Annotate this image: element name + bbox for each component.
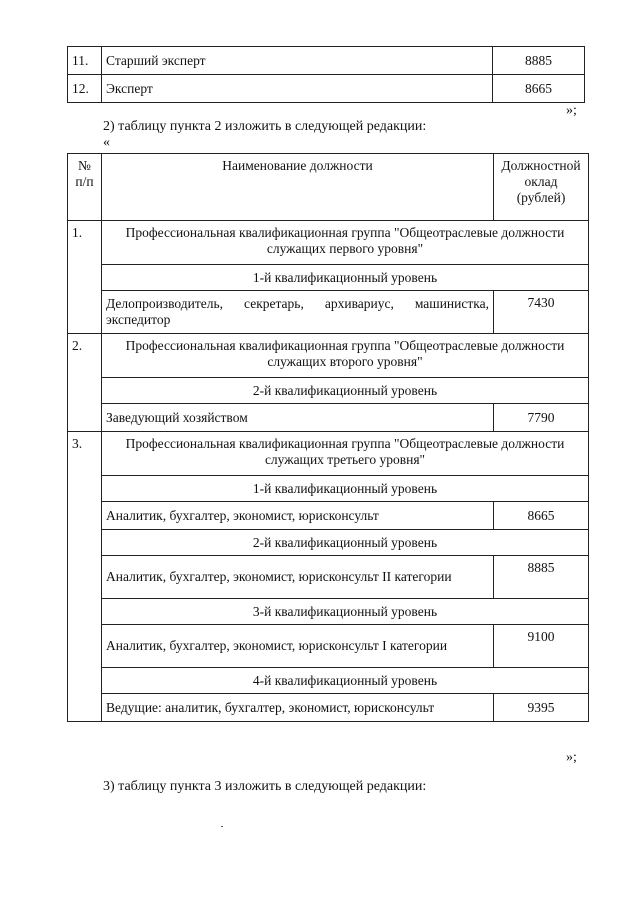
level-row xyxy=(68,668,589,694)
salary-value: 9100 xyxy=(494,625,589,668)
table-row xyxy=(68,404,589,432)
qualification-level: 4-й квалификационный уровень xyxy=(102,668,589,694)
qualification-level: 1-й квалификационный уровень xyxy=(102,265,589,291)
qualification-level: 1-й квалификационный уровень xyxy=(102,476,589,502)
level-row xyxy=(68,378,589,404)
header-name: Наименование должности xyxy=(102,154,494,221)
salary-value: 8665 xyxy=(494,502,589,530)
paragraph-2: 2) таблицу пункта 2 изложить в следующей редакции: xyxy=(103,119,427,134)
salary-value: 7790 xyxy=(494,404,589,432)
qualification-level: 3-й квалификационный уровень xyxy=(102,599,589,625)
position-name: Аналитик, бухгалтер, экономист, юрисконсульт II категории xyxy=(102,556,494,599)
scan-speck xyxy=(221,826,223,827)
position-name: Аналитик, бухгалтер, экономист, юрисконсульт xyxy=(102,502,494,530)
salary-table xyxy=(67,153,589,722)
salary-value: 8885 xyxy=(493,47,585,75)
table-row xyxy=(68,625,589,668)
group-number: 2. xyxy=(68,334,102,432)
group-number: 3. xyxy=(68,432,102,722)
closing-quote: »; xyxy=(566,103,577,118)
table-row xyxy=(68,47,585,75)
paragraph-3: 3) таблицу пункта 3 изложить в следующей редакции: xyxy=(103,779,427,794)
opening-quote: « xyxy=(103,135,110,150)
group-row xyxy=(68,221,589,265)
closing-quote: »; xyxy=(566,750,577,765)
position-name: Ведущие: аналитик, бухгалтер, экономист, юрисконсульт xyxy=(102,694,494,722)
position-name: Старший эксперт xyxy=(102,47,493,75)
position-name: Делопроизводитель, секретарь, архивариус, машинистка, экспедитор xyxy=(102,291,494,334)
position-name: Заведующий хозяйством xyxy=(102,404,494,432)
group-number: 1. xyxy=(68,221,102,334)
level-row xyxy=(68,599,589,625)
table-header-row xyxy=(68,154,589,221)
qualification-level: 2-й квалификационный уровень xyxy=(102,530,589,556)
group-title: Профессиональная квалификационная группа "Общеотраслевые должности служащих второго уровня" xyxy=(102,334,589,378)
position-name: Эксперт xyxy=(102,75,493,103)
qualification-level: 2-й квалификационный уровень xyxy=(102,378,589,404)
salary-value: 9395 xyxy=(494,694,589,722)
table-row xyxy=(68,502,589,530)
row-number: 11. xyxy=(68,47,102,75)
previous-table-fragment xyxy=(67,46,585,103)
group-title: Профессиональная квалификационная группа "Общеотраслевые должности служащих третьего уровня" xyxy=(102,432,589,476)
row-number: 12. xyxy=(68,75,102,103)
table-row xyxy=(68,291,589,334)
table-row xyxy=(68,556,589,599)
table-row xyxy=(68,694,589,722)
level-row xyxy=(68,530,589,556)
salary-value: 8885 xyxy=(494,556,589,599)
group-row xyxy=(68,432,589,476)
salary-value: 7430 xyxy=(494,291,589,334)
group-title: Профессиональная квалификационная группа "Общеотраслевые должности служащих первого уровня" xyxy=(102,221,589,265)
position-name: Аналитик, бухгалтер, экономист, юрисконсульт I категории xyxy=(102,625,494,668)
level-row xyxy=(68,265,589,291)
table-row xyxy=(68,75,585,103)
level-row xyxy=(68,476,589,502)
group-row xyxy=(68,334,589,378)
header-salary: Должностной оклад (рублей) xyxy=(494,154,589,221)
header-number: № п/п xyxy=(68,154,102,221)
salary-value: 8665 xyxy=(493,75,585,103)
